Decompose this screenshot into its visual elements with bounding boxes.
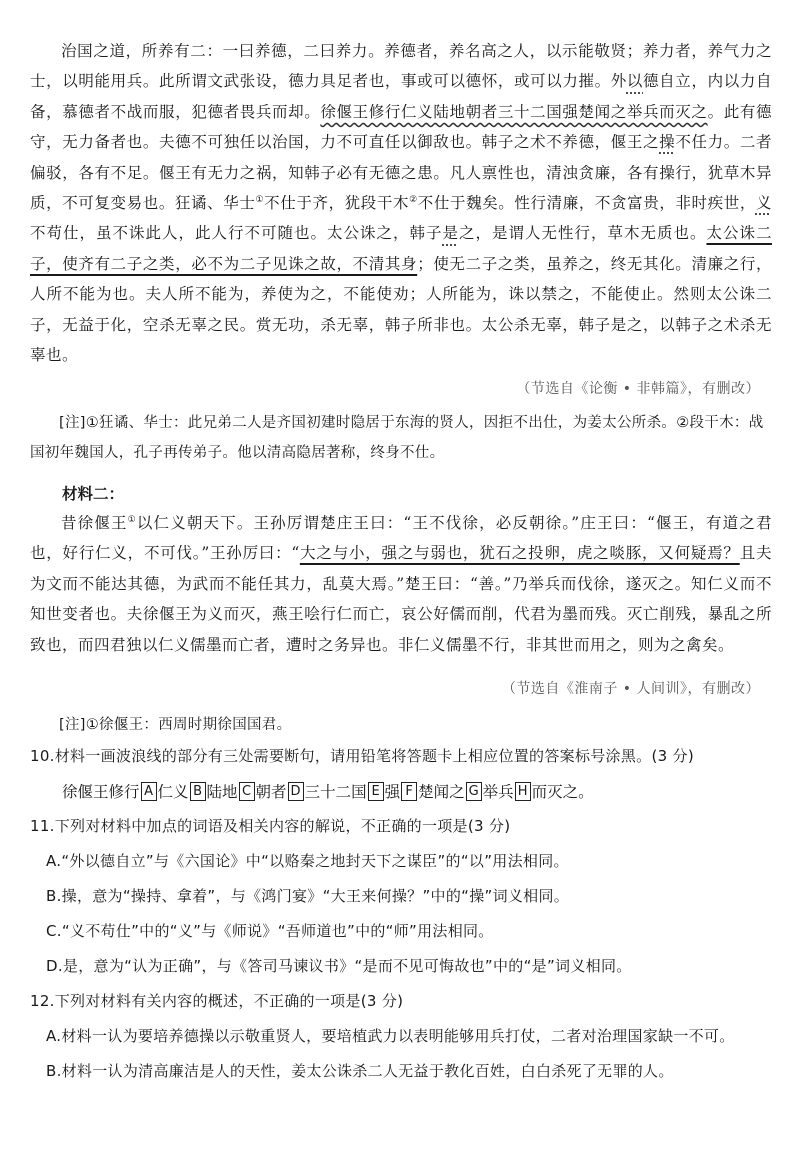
passage-text: 且夫为文而不能达其德，为武而不能任其力，乱莫大焉。”楚王曰：“善。”乃举兵而伐徐，遂灭之。知仁义而不知世变者也。夫徐偃王为义而灭，燕王哙行仁而亡，哀公好儒而削，代君为墨而残。灭亡削残，暴乱之所致也，而四君独以仁义儒墨而亡者，遭时之务异也。非仁义儒墨不行，非其世而用之，则为之禽矣。 <box>30 544 772 654</box>
question-11-option-d[interactable]: D.是，意为“认为正确”，与《答司马谏议书》“是而不见可悔故也”中的“是”词义相同。 <box>46 957 632 975</box>
sentence-segment: 楚闻之 <box>418 783 465 801</box>
material2-source: （节选自《淮南子 • 人间训》，有删改） <box>501 681 760 697</box>
material2-passage <box>30 508 772 660</box>
answer-mark-f[interactable]: F <box>401 782 417 801</box>
material1-source: （节选自《论衡 • 非韩篇》，有删改） <box>516 381 760 397</box>
sentence-segment: 而灭之。 <box>531 783 594 801</box>
question-11-option-b[interactable]: B.操，意为“操持、拿着”，与《鸿门宴》“大王来何操？”中的“操”词义相同。 <box>46 887 570 905</box>
underlined-sentence: 大之与小，强之与弱也，犹石之投卵，虎之啖豚，又何疑焉？ <box>299 544 740 563</box>
sentence-segment: 三十二国 <box>304 783 367 801</box>
question-11-option-a[interactable]: A.“外以德自立”与《六国论》中“以赂秦之地封天下之谋臣”的“以”用法相同。 <box>46 852 569 870</box>
passage-text: 。此有德守，无力备者也。夫德不可独任以治国，力不可直任以御敌也。韩子之术不养德，偃王之 <box>30 102 772 152</box>
sentence-segment: 陆地 <box>206 783 238 801</box>
dotted-word-cao: 操 <box>659 133 676 152</box>
sentence-segment: 仁义 <box>157 783 189 801</box>
passage-text: 德自立，内以力自备，慕德者不战而服，犯德者畏兵而却。 <box>30 72 772 121</box>
dotted-word-shi: 是 <box>442 224 459 243</box>
material1-note: [注]①狂谲、华士：此兄弟二人是齐国初建时隐居于东海的贤人，因拒不出仕，为姜太公所杀。②段干木：战国初年魏国人，孔子再传弟子。他以清高隐居著称，终身不仕。 <box>30 415 764 461</box>
sentence-segment: 强 <box>384 783 401 801</box>
passage-text: 之，是谓人无性行，草木无质也。 <box>458 224 707 243</box>
passage-text: 不任力。二者偏驳，各有不足。偃王有无力之祸，知韩子必有无德之患。凡人禀性也，清浊贪廉，各有操行，犹草木异质，不可复变易也。狂谲、华士 <box>30 133 772 213</box>
passage-text: 以仁义朝天下。王孙厉谓楚庄王曰：“王不伐徐，必反朝徐。”庄王曰：“偃王，有道之君也，好行仁义，不可伐。”王孙厉曰：“ <box>30 514 772 563</box>
underlined-sentence: 太公诛二子，使齐有二子之类，必不为二子见诛之故，不清其身 <box>30 224 772 273</box>
passage-text: 昔徐偃王 <box>61 514 128 532</box>
question-12-option-a[interactable]: A.材料一认为要培养德操以示敬重贤人，要培植武力以表明能够用兵打仗，二者对治理国家缺一不可。 <box>46 1027 735 1045</box>
passage-text: 不苟仕，虽不诛此人，此人行不可随也。太公诛之，韩子 <box>30 224 443 243</box>
passage-text: ；使无二子之类，虽养之，终无其化。清廉之行，人所不能为也。夫人所不能为，养使为之，不能使劝；人所能为，诛以禁之，不能使止。然则太公诛二子，无益于化，空杀无辜之民。赏无功，杀无辜，韩子所非也。太公杀无辜，韩子是之，以韩子之术杀无辜也。 <box>30 254 772 365</box>
dotted-word-yi2: 义 <box>755 194 772 213</box>
question-10-sentence <box>62 780 594 802</box>
question-10-stem: 10.材料一画波浪线的部分有三处需要断句，请用铅笔将答题卡上相应位置的答案标号涂黑。(3 分) <box>30 747 694 765</box>
answer-mark-a[interactable]: A <box>141 782 157 801</box>
material2-note: [注]①徐偃王：西周时期徐国国君。 <box>59 717 292 733</box>
footnote-marker: ① <box>255 194 265 205</box>
answer-mark-g[interactable]: G <box>466 782 482 801</box>
passage-text: 治国之道，所养有二：一曰养德，二曰养力。养德者，养名高之人，以示能敬贤；养力者，养气力之士，以明能用兵。此所谓文武张设，德力具足者也，事或可以德怀，或可以力摧。外 <box>30 42 772 91</box>
footnote-marker: ① <box>127 514 137 525</box>
sentence-segment: 朝者 <box>255 783 287 801</box>
answer-mark-d[interactable]: D <box>288 782 304 801</box>
sentence-segment: 徐偃王修行 <box>62 783 140 801</box>
passage-text: 不仕于齐，犹段干木 <box>264 194 410 213</box>
footnote-marker: ② <box>409 194 418 205</box>
sentence-segment: 举兵 <box>482 783 514 801</box>
dotted-word-yi: 以 <box>626 72 644 91</box>
question-12-option-b[interactable]: B.材料一认为清高廉洁是人的天性，姜太公诛杀二人无益于教化百姓，白白杀死了无罪的人。 <box>46 1062 674 1080</box>
question-12-stem: 12.下列对材料有关内容的概述，不正确的一项是(3 分) <box>30 992 404 1010</box>
answer-mark-c[interactable]: C <box>239 782 255 801</box>
question-11-stem: 11.下列对材料中加点的词语及相关内容的解说，不正确的一项是(3 分) <box>30 817 511 835</box>
material2-title: 材料二： <box>62 485 125 503</box>
wavy-underlined-sentence: 徐偃王修行仁义陆地朝者三十二国强楚闻之举兵而灭之 <box>320 102 708 121</box>
material1-passage <box>30 36 772 370</box>
answer-mark-h[interactable]: H <box>515 782 531 801</box>
passage-text: 不仕于魏矣。性行清廉，不贪富贵，非时疾世， <box>417 194 756 213</box>
answer-mark-e[interactable]: E <box>368 782 384 801</box>
answer-mark-b[interactable]: B <box>190 782 206 801</box>
question-11-option-c[interactable]: C.“义不苟仕”中的“义”与《师说》“吾师道也”中的“师”用法相同。 <box>46 922 494 940</box>
